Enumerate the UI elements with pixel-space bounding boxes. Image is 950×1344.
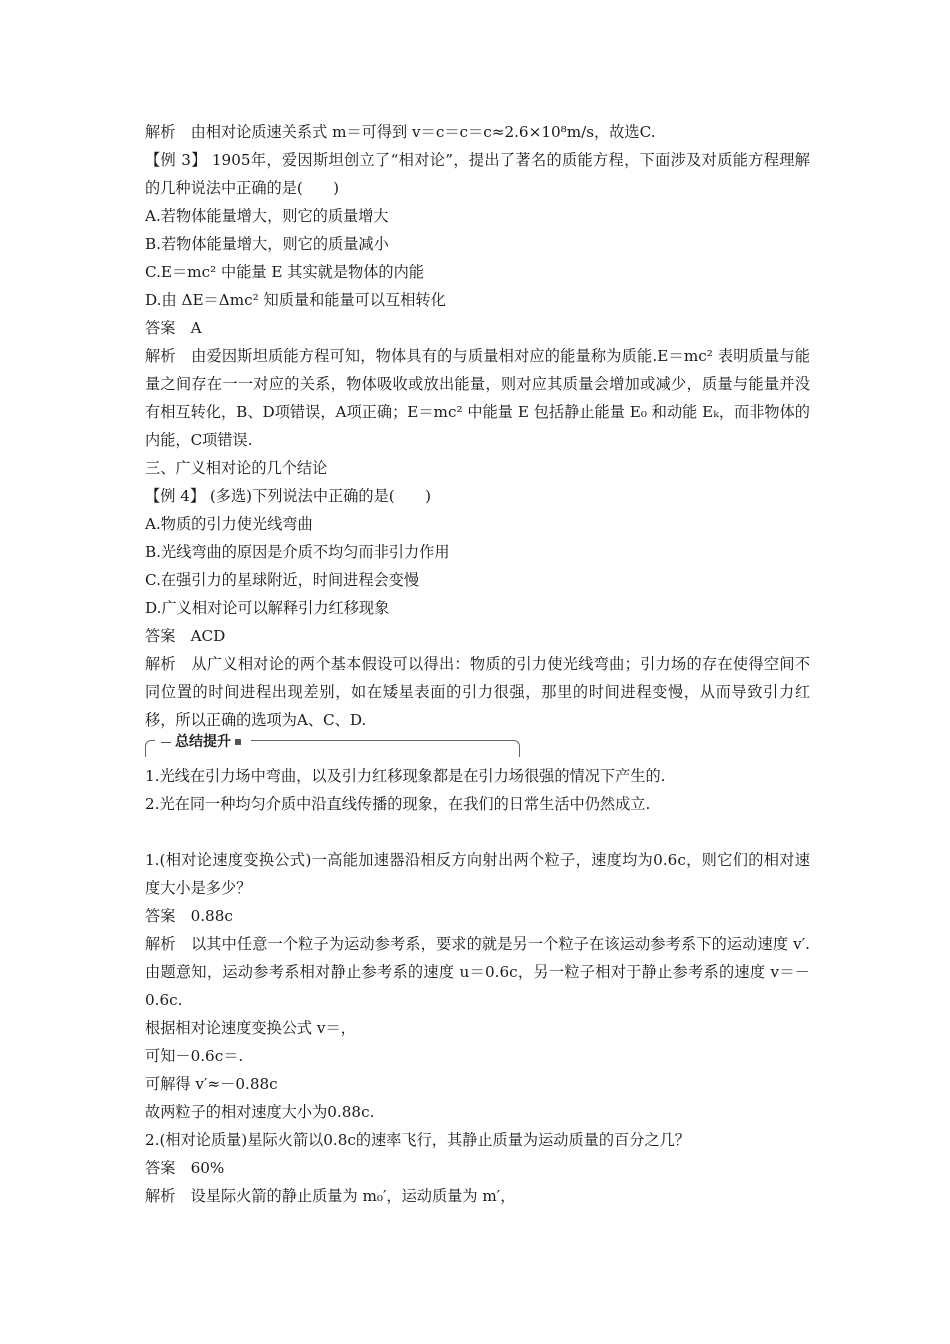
- problem-2: 2.(相对论质量)星际火箭以0.8c的速率飞行，其静止质量为运动质量的百分之几？: [145, 1131, 690, 1149]
- answer: 答案 0.88c: [145, 907, 233, 925]
- example-4-question: 【例 4】 (多选)下列说法中正确的是( ): [145, 487, 432, 505]
- problem-1: 1.(相对论速度变换公式)一高能加速器沿相反方向射出两个粒子，速度均为0.6c，则它们的相对速度大小是多少？: [145, 851, 810, 897]
- summary-title: 总结提升: [155, 732, 251, 752]
- square-icon: [235, 739, 241, 745]
- document-body: [145, 118, 810, 1210]
- text-line: 可解得 v′≈－0.88c: [145, 1075, 278, 1093]
- text-line: 解析 由相对论质速关系式 m＝可得到 v＝c＝c＝c≈2.6×10⁸m/s，故选C.: [145, 123, 656, 141]
- example-3-question: 【例 3】 1905年，爱因斯坦创立了“相对论”，提出了著名的质能方程，下面涉及对质能方程理解的几种说法中正确的是( ): [145, 151, 810, 197]
- option-d: D.由 ΔE＝Δmc² 知质量和能量可以互相转化: [145, 291, 446, 309]
- option-b: B.光线弯曲的原因是介质不均匀而非引力作用: [145, 543, 450, 561]
- summary-item: 1.光线在引力场中弯曲，以及引力红移现象都是在引力场很强的情况下产生的.: [145, 767, 666, 785]
- text-line: 故两粒子的相对速度大小为0.88c.: [145, 1103, 375, 1121]
- analysis: 解析 设星际火箭的静止质量为 m₀′，运动质量为 m′，: [145, 1187, 516, 1205]
- option-d: D.广义相对论可以解释引力红移现象: [145, 599, 390, 617]
- answer: 答案 A: [145, 319, 202, 337]
- summary-header: [145, 736, 520, 758]
- analysis: 解析 从广义相对论的两个基本假设可以得出：物质的引力使光线弯曲；引力场的存在使得空间不同位置的时间进程出现差别，如在矮星表面的引力很强，那里的时间进程变慢，从而导致引力红移，所以正确的选项为A、C、D.: [145, 655, 810, 729]
- spacer: [145, 818, 810, 846]
- text-line: 根据相对论速度变换公式 v＝，: [145, 1019, 356, 1037]
- analysis: 解析 以其中任意一个粒子为运动参考系，要求的就是另一个粒子在该运动参考系下的运动速度 v′.由题意知，运动参考系相对静止参考系的速度 u＝0.6c，另一粒子相对于静止参考系的速度 v＝－0.6c.: [145, 935, 810, 1009]
- option-b: B.若物体能量增大，则它的质量减小: [145, 235, 389, 253]
- summary-item: 2.光在同一种均匀介质中沿直线传播的现象，在我们的日常生活中仍然成立.: [145, 795, 651, 813]
- analysis: 解析 由爱因斯坦质能方程可知，物体具有的与质量相对应的能量称为质能.E＝mc² 表明质量与能量之间存在一一对应的关系，物体吸收或放出能量，则对应其质量会增加或减少，质量与能量并没有相互转化，B、D项错误，A项正确；E＝mc² 中能量 E 包括静止能量 E₀ 和动能 Eₖ，而非物体的内能，C项错误.: [145, 347, 810, 449]
- option-a: A.物质的引力使光线弯曲: [145, 515, 313, 533]
- section-heading: 三、广义相对论的几个结论: [145, 459, 328, 477]
- answer: 答案 ACD: [145, 627, 226, 645]
- option-a: A.若物体能量增大，则它的质量增大: [145, 207, 389, 225]
- option-c: C.在强引力的星球附近，时间进程会变慢: [145, 571, 420, 589]
- option-c: C.E＝mc² 中能量 E 其实就是物体的内能: [145, 263, 424, 281]
- answer: 答案 60%: [145, 1159, 225, 1177]
- text-line: 可知－0.6c＝.: [145, 1047, 244, 1065]
- dash-decoration: [161, 742, 171, 743]
